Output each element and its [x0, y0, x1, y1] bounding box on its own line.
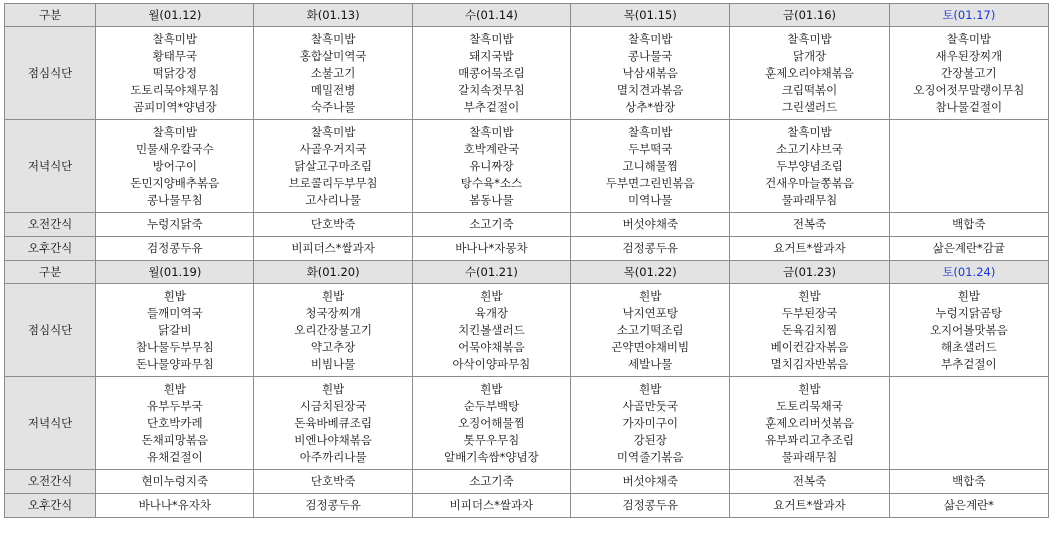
menu-item: 두부된장국 [781, 305, 838, 320]
menu-cell [889, 120, 1048, 213]
menu-item: 단호박카레 [147, 415, 203, 430]
menu-item: 곤약면야채비빔 [611, 339, 690, 354]
row-label: 오후간식 [5, 237, 96, 261]
menu-cell [889, 377, 1048, 470]
menu-item: 들깨미역국 [147, 305, 203, 320]
menu-item: 흰밥 [798, 381, 821, 396]
menu-item: 유니짜장 [469, 158, 514, 173]
menu-item: 돈채피망볶음 [141, 432, 209, 447]
menu-item: 두부양념조림 [776, 158, 843, 173]
snack-cell: 버섯야채죽 [571, 213, 730, 237]
afternoon-snack-row [5, 237, 1049, 261]
snack-cell: 검정콩두유 [96, 237, 254, 261]
snack-cell: 백합죽 [889, 470, 1048, 494]
header-day-cell: 금(01.23) [730, 261, 889, 284]
snack-cell: 바나나*유자차 [96, 494, 254, 518]
header-day-cell: 수(01.21) [412, 261, 570, 284]
menu-item: 찰흑미밥 [310, 31, 356, 46]
menu-item: 탕수육*소스 [460, 175, 523, 190]
menu-item: 비엔나야채볶음 [294, 432, 372, 447]
menu-item: 숙주나물 [310, 99, 356, 114]
menu-item: 찰흑미밥 [627, 124, 673, 139]
menu-cell [889, 284, 1048, 377]
menu-cell [730, 284, 889, 377]
menu-item: 찰흑미밥 [627, 31, 673, 46]
dinner-row [5, 120, 1049, 213]
snack-cell: 소고기죽 [412, 213, 570, 237]
lunch-row [5, 27, 1049, 120]
menu-item: 흰밥 [480, 381, 503, 396]
menu-item: 곰피미역*양념장 [133, 99, 217, 114]
menu-item: 아삭이양파무침 [452, 356, 531, 371]
snack-cell: 소고기죽 [412, 470, 570, 494]
menu-item: 훈제오리버섯볶음 [765, 415, 854, 430]
header-day-cell: 토(01.24) [889, 261, 1048, 284]
snack-cell: 비피더스*쌀과자 [254, 237, 412, 261]
menu-item: 낙지연포탕 [622, 305, 678, 320]
snack-cell: 단호박죽 [254, 213, 412, 237]
menu-cell [254, 27, 412, 120]
menu-item: 돈육바베큐조림 [294, 415, 372, 430]
menu-cell [96, 120, 254, 213]
menu-item: 찰흑미밥 [469, 124, 514, 139]
menu-item: 호박계란국 [463, 141, 520, 156]
menu-item: 세발나물 [627, 356, 673, 371]
menu-item: 알배기속쌈*양념장 [444, 449, 539, 464]
menu-item: 흰밥 [163, 381, 186, 396]
menu-item: 흰밥 [322, 381, 345, 396]
menu-item: 멸치김자반볶음 [770, 356, 849, 371]
menu-item: 오징어젓무말랭이무침 [913, 82, 1025, 97]
menu-item: 시금치된장국 [299, 398, 367, 413]
afternoon-snack-row [5, 494, 1049, 518]
row-label: 저녁식단 [5, 377, 96, 470]
menu-item: 흰밥 [480, 288, 503, 303]
snack-cell: 버섯야채죽 [571, 470, 730, 494]
menu-item: 참나물겉절이 [935, 99, 1003, 114]
row-label: 오후간식 [5, 494, 96, 518]
header-day-cell: 월(01.12) [96, 4, 254, 27]
snack-cell: 검정콩두유 [254, 494, 412, 518]
snack-cell: 요거트*쌀과자 [730, 237, 889, 261]
menu-item: 찰흑미밥 [310, 124, 356, 139]
menu-item: 간장불고기 [941, 65, 997, 80]
menu-item: 찰흑미밥 [469, 31, 514, 46]
menu-item: 참나물두부무침 [135, 339, 214, 354]
menu-cell [571, 27, 730, 120]
menu-item: 찰흑미밥 [787, 124, 832, 139]
row-label: 오전간식 [5, 213, 96, 237]
lunch-row [5, 284, 1049, 377]
menu-cell [412, 27, 570, 120]
menu-item: 콩나물국 [627, 48, 673, 63]
menu-item: 방어구이 [152, 158, 198, 173]
row-label: 오전간식 [5, 470, 96, 494]
header-day-cell: 화(01.13) [254, 4, 412, 27]
menu-cell [412, 377, 570, 470]
meal-plan-table [4, 3, 1049, 518]
menu-item: 흰밥 [798, 288, 821, 303]
menu-item: 낙삼새볶음 [622, 65, 678, 80]
header-day-cell: 토(01.17) [889, 4, 1048, 27]
menu-item: 오징어해물찜 [458, 415, 525, 430]
menu-item: 청국장찌개 [305, 305, 361, 320]
menu-item: 떡닭강정 [152, 65, 198, 80]
menu-item: 베이컨감자볶음 [770, 339, 849, 354]
menu-item: 유부꽈리고추조림 [765, 432, 854, 447]
menu-item: 유부두부국 [147, 398, 203, 413]
menu-item: 부추겉절이 [941, 356, 997, 371]
menu-item: 닭갈비 [158, 322, 192, 337]
menu-item: 부추겉절이 [463, 99, 520, 114]
snack-cell: 요거트*쌀과자 [730, 494, 889, 518]
menu-cell [412, 120, 570, 213]
menu-item: 돈민지양배추볶음 [130, 175, 220, 190]
menu-cell [254, 120, 412, 213]
menu-item: 브로콜리두부무침 [288, 175, 378, 190]
menu-item: 찰흑미밥 [787, 31, 832, 46]
menu-item: 가자미구이 [622, 415, 678, 430]
snack-cell: 검정콩두유 [571, 494, 730, 518]
menu-item: 돈나물양파무침 [135, 356, 214, 371]
menu-item: 두부떡국 [627, 141, 673, 156]
snack-cell: 전복죽 [730, 470, 889, 494]
menu-item: 새우된장찌개 [935, 48, 1003, 63]
menu-item: 유채겉절이 [147, 449, 203, 464]
menu-cell [571, 284, 730, 377]
menu-item: 돈육김치찜 [781, 322, 838, 337]
menu-item: 홍합살미역국 [299, 48, 367, 63]
menu-cell [571, 120, 730, 213]
menu-item: 도토리묵야채무침 [130, 82, 220, 97]
menu-item: 오리간장불고기 [294, 322, 372, 337]
menu-item: 비빔나물 [310, 356, 356, 371]
menu-item: 물파래무침 [781, 449, 838, 464]
menu-item: 치킨볼샐러드 [458, 322, 525, 337]
menu-item: 갈치속젓무침 [458, 82, 525, 97]
snack-cell: 누렁지닭죽 [96, 213, 254, 237]
menu-item: 고사리나물 [305, 192, 361, 207]
morning-snack-row [5, 470, 1049, 494]
menu-item: 강된장 [633, 432, 667, 447]
menu-item: 멸치견과볶음 [616, 82, 684, 97]
menu-item: 크림떡볶이 [781, 82, 838, 97]
meal-plan-body [5, 4, 1049, 518]
header-day-cell: 월(01.19) [96, 261, 254, 284]
menu-item: 닭개장 [792, 48, 827, 63]
menu-item: 육개장 [474, 305, 509, 320]
snack-cell: 삶은계란* [889, 494, 1048, 518]
snack-cell: 단호박죽 [254, 470, 412, 494]
snack-cell: 전복죽 [730, 213, 889, 237]
snack-cell: 검정콩두유 [571, 237, 730, 261]
menu-item: 소고기떡조림 [616, 322, 684, 337]
snack-cell: 삶은계란*감귤 [889, 237, 1048, 261]
dinner-row [5, 377, 1049, 470]
menu-item: 콩나물무침 [147, 192, 203, 207]
menu-item: 흰밥 [639, 381, 662, 396]
menu-item: 민물새우칼국수 [135, 141, 214, 156]
snack-cell: 바나나*자몽차 [412, 237, 570, 261]
row-label: 저녁식단 [5, 120, 96, 213]
menu-item: 오지어볼맛볶음 [929, 322, 1008, 337]
menu-item: 찰흑미밥 [152, 31, 198, 46]
header-day-cell: 목(01.15) [571, 4, 730, 27]
menu-item: 해초샐러드 [941, 339, 997, 354]
menu-item: 훈제오리야채볶음 [765, 65, 854, 80]
header-day-cell: 화(01.20) [254, 261, 412, 284]
menu-item: 아주까리나물 [299, 449, 367, 464]
menu-item: 닭살고구마조림 [294, 158, 372, 173]
row-label: 점심식단 [5, 27, 96, 120]
menu-cell [96, 27, 254, 120]
menu-item: 어묵야채볶음 [458, 339, 525, 354]
menu-item: 메밀전병 [310, 82, 356, 97]
menu-item: 사골만둣국 [622, 398, 678, 413]
menu-cell [730, 377, 889, 470]
menu-item: 고니해물찜 [622, 158, 678, 173]
menu-item: 상추*쌈장 [625, 99, 676, 114]
header-category-cell: 구분 [5, 4, 96, 27]
menu-item: 흰밥 [957, 288, 980, 303]
menu-item: 그린샐러드 [781, 99, 838, 114]
week-header-row [5, 4, 1049, 27]
menu-item: 미역나물 [627, 192, 673, 207]
menu-item: 흰밥 [322, 288, 345, 303]
menu-cell [730, 27, 889, 120]
snack-cell: 백합죽 [889, 213, 1048, 237]
header-category-cell: 구분 [5, 261, 96, 284]
menu-item: 사골우거지국 [299, 141, 367, 156]
menu-item: 봄동나물 [469, 192, 514, 207]
menu-cell [254, 284, 412, 377]
menu-cell [571, 377, 730, 470]
menu-item: 건새우마늘쫑볶음 [765, 175, 854, 190]
menu-cell [412, 284, 570, 377]
header-day-cell: 수(01.14) [412, 4, 570, 27]
header-day-cell: 금(01.16) [730, 4, 889, 27]
menu-item: 소불고기 [310, 65, 356, 80]
menu-item: 누렁지닭곰탕 [935, 305, 1003, 320]
menu-item: 찰흑미밥 [152, 124, 198, 139]
menu-item: 물파래무침 [781, 192, 838, 207]
snack-cell: 비피더스*쌀과자 [412, 494, 570, 518]
menu-item: 흰밥 [639, 288, 662, 303]
morning-snack-row [5, 213, 1049, 237]
snack-cell: 현미누렁지죽 [96, 470, 254, 494]
row-label: 점심식단 [5, 284, 96, 377]
menu-item: 흰밥 [163, 288, 186, 303]
menu-cell [96, 284, 254, 377]
menu-item: 미역줄기볶음 [616, 449, 684, 464]
menu-item: 돼지국밥 [469, 48, 514, 63]
menu-item: 두부면그린빈볶음 [605, 175, 695, 190]
menu-item: 도토리묵채국 [776, 398, 843, 413]
week-header-row [5, 261, 1049, 284]
menu-item: 황태무국 [152, 48, 198, 63]
menu-cell [96, 377, 254, 470]
menu-cell [254, 377, 412, 470]
menu-item: 찰흑미밥 [946, 31, 992, 46]
menu-item: 톳무우무침 [463, 432, 520, 447]
menu-item: 매콩어묵조림 [458, 65, 525, 80]
menu-item: 약고추장 [310, 339, 356, 354]
menu-cell [889, 27, 1048, 120]
menu-item: 순두부백탕 [463, 398, 520, 413]
menu-item: 소고기샤브국 [776, 141, 843, 156]
header-day-cell: 목(01.22) [571, 261, 730, 284]
menu-cell [730, 120, 889, 213]
